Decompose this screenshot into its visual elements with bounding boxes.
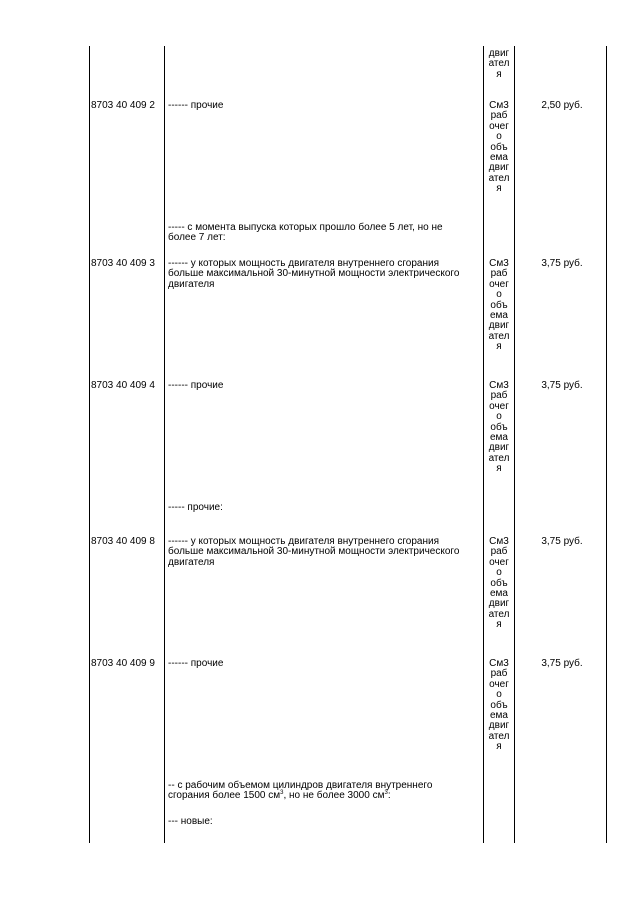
unit-line: двиг	[488, 320, 510, 332]
unit-line: раб	[490, 110, 508, 122]
unit-line: я	[496, 341, 502, 353]
section-heading: ----- с момента выпуска которых прошло более 5 лет, но не более 7 лет:	[168, 222, 443, 244]
unit-cell	[484, 659, 514, 753]
unit-line: о	[496, 567, 502, 579]
tariff-code: 8703 40 409 4	[91, 380, 155, 391]
unit-line: двиг	[488, 442, 510, 454]
column-divider-code	[164, 46, 165, 843]
unit-line: очег	[489, 278, 509, 290]
duty-rate: 3,75 руб.	[541, 658, 583, 669]
unit-line: очег	[489, 400, 509, 412]
unit-line: ател	[488, 330, 510, 342]
section-heading: ----- прочие:	[168, 502, 223, 513]
unit-line: ема	[490, 152, 508, 164]
heading-text: , но не более 3000 см	[283, 790, 385, 802]
tariff-description: ------ прочие	[168, 100, 224, 111]
unit-line: двиг	[488, 48, 510, 59]
unit-cell	[484, 259, 514, 353]
tariff-code: 8703 40 409 2	[91, 100, 155, 111]
unit-line: объ	[490, 141, 508, 153]
heading-text: -- с рабочим объемом цилиндров двигателя внутреннего сгорания более 1500 см	[168, 780, 433, 802]
duty-rate: 3,75 руб.	[541, 258, 583, 269]
unit-line: о	[496, 289, 502, 301]
unit-line: я	[496, 463, 502, 475]
unit-cell	[484, 381, 514, 475]
unit-line: я	[496, 619, 502, 631]
unit-line: очег	[489, 678, 509, 690]
tariff-description: ------ прочие	[168, 658, 224, 669]
unit-line: ател	[488, 608, 510, 620]
unit-line: См3	[489, 100, 509, 111]
unit-line: раб	[490, 546, 508, 558]
unit-line: о	[496, 689, 502, 701]
unit-line: двиг	[488, 720, 510, 732]
unit-line: раб	[490, 390, 508, 402]
tariff-description: ------ у которых мощность двигателя внутреннего сгорания больше максимальной 30-минутной мощности электрического двигателя	[168, 258, 460, 290]
unit-line: объ	[490, 699, 508, 711]
column-divider-unit	[514, 46, 515, 843]
tariff-code: 8703 40 409 9	[91, 658, 155, 669]
unit-line: ема	[490, 588, 508, 600]
unit-line: объ	[490, 421, 508, 433]
unit-line: раб	[490, 268, 508, 280]
superscript: 3	[280, 790, 284, 797]
unit-line: ател	[488, 172, 510, 184]
tariff-code: 8703 40 409 8	[91, 536, 155, 547]
table-border-right	[606, 46, 607, 843]
duty-rate: 3,75 руб.	[541, 536, 583, 547]
unit-line: о	[496, 411, 502, 423]
duty-rate: 2,50 руб.	[541, 100, 583, 111]
tariff-code: 8703 40 409 3	[91, 258, 155, 269]
unit-line: ема	[490, 710, 508, 722]
unit-line: ател	[488, 58, 510, 70]
unit-line: См3	[489, 536, 509, 547]
table-border-left	[89, 46, 90, 843]
unit-line: двиг	[488, 162, 510, 174]
section-heading-volume	[168, 781, 473, 802]
unit-line: См3	[489, 258, 509, 269]
unit-line: См3	[489, 380, 509, 391]
unit-line: очег	[489, 120, 509, 132]
heading-text: :	[387, 790, 391, 802]
unit-line: ател	[488, 452, 510, 464]
unit-line: объ	[490, 299, 508, 311]
unit-cell	[484, 101, 514, 195]
tariff-description: ------ у которых мощность двигателя внутреннего сгорания больше максимальной 30-минутной мощности электрического двигателя	[168, 536, 460, 568]
unit-line: ема	[490, 310, 508, 322]
duty-rate: 3,75 руб.	[541, 380, 583, 391]
tariff-description: ------ прочие	[168, 380, 224, 391]
unit-fragment	[484, 49, 514, 80]
superscript: 3	[384, 790, 388, 797]
unit-line: я	[496, 68, 502, 80]
unit-line: двиг	[488, 598, 510, 610]
unit-line: раб	[490, 668, 508, 680]
unit-cell	[484, 537, 514, 631]
unit-line: очег	[489, 556, 509, 568]
unit-line: объ	[490, 577, 508, 589]
unit-line: я	[496, 741, 502, 753]
unit-line: ател	[488, 730, 510, 742]
unit-line: о	[496, 131, 502, 143]
section-heading: --- новые:	[168, 816, 213, 827]
unit-line: ема	[490, 432, 508, 444]
unit-line: я	[496, 183, 502, 195]
unit-line: См3	[489, 658, 509, 669]
